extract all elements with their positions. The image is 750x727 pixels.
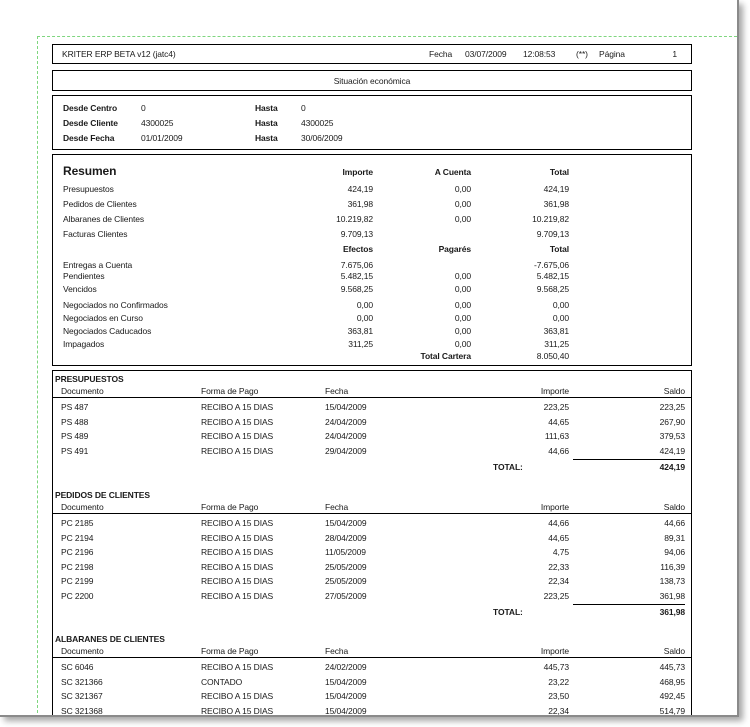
row-forma-pago: RECIBO A 15 DIAS (201, 547, 274, 557)
summary-row-value: 9.568,25 (536, 284, 569, 294)
row-saldo: 468,95 (659, 676, 685, 687)
detail-box (52, 370, 692, 717)
report-date: 03/07/2009 (465, 49, 507, 59)
summary-row-value: 361,98 (543, 199, 569, 209)
summary-row-label: Negociados no Confirmados (63, 300, 168, 310)
col-documento: Documento (61, 646, 104, 656)
filter-value: 0 (141, 103, 146, 113)
summary-row-value: 10.219,82 (336, 214, 373, 224)
summary-row-label: Impagados (63, 339, 105, 349)
summary-col-total: Total (549, 167, 569, 177)
filter-hasta-label: Hasta (255, 133, 278, 143)
row-saldo: 514,79 (659, 705, 685, 716)
row-documento: SC 321366 (61, 676, 103, 687)
summary-row-value: 0,00 (454, 339, 471, 349)
row-documento: PC 2199 (61, 576, 94, 586)
summary-row-value: 363,81 (347, 326, 373, 336)
row-documento: PS 488 (61, 416, 89, 427)
row-importe: 44,66 (548, 445, 569, 456)
row-documento: PS 491 (61, 445, 89, 456)
row-saldo: 267,90 (659, 416, 685, 427)
row-saldo: 492,45 (659, 691, 685, 701)
row-forma-pago: RECIBO A 15 DIAS (201, 576, 274, 586)
row-forma-pago: CONTADO (201, 676, 243, 687)
row-importe: 44,66 (548, 518, 569, 528)
row-forma-pago: RECIBO A 15 DIAS (201, 431, 274, 441)
filter-hasta-value: 30/06/2009 (301, 133, 343, 143)
row-saldo: 379,53 (659, 431, 685, 441)
summary-row-value: 0,00 (552, 313, 569, 323)
row-importe: 4,75 (552, 547, 569, 557)
filter-value: 4300025 (141, 118, 174, 128)
summary-row-value: 311,25 (544, 339, 569, 349)
row-documento: PC 2198 (61, 561, 94, 572)
col-fecha: Fecha (325, 646, 349, 656)
summary-col-importe: Importe (342, 167, 373, 177)
summary-row-label: Entregas a Cuenta (63, 260, 133, 270)
report-title-box (52, 70, 692, 91)
row-forma-pago: RECIBO A 15 DIAS (201, 590, 274, 601)
row-saldo: 223,25 (659, 402, 685, 412)
report-header (52, 44, 692, 64)
summary-col-total-b: Total (549, 244, 569, 254)
row-forma-pago: RECIBO A 15 DIAS (201, 705, 274, 716)
row-fecha: 28/04/2009 (325, 532, 367, 543)
report-title: Situación económica (333, 76, 411, 86)
row-importe: 22,34 (548, 576, 569, 586)
summary-row-value: 0,00 (454, 284, 471, 294)
summary-row-value: 9.709,13 (536, 229, 569, 239)
summary-row-value: 7.675,06 (340, 260, 373, 270)
page-label: Página (599, 49, 625, 59)
filters-box (52, 95, 692, 150)
summary-title: Resumen (63, 164, 117, 178)
col-importe: Importe (540, 502, 569, 512)
summary-row-label: Presupuestos (63, 184, 114, 194)
row-importe: 223,25 (543, 590, 569, 601)
row-forma-pago: RECIBO A 15 DIAS (201, 518, 274, 528)
summary-row-value: 363,81 (543, 326, 569, 336)
filter-label: Desde Cliente (63, 118, 118, 128)
row-importe: 445,73 (543, 662, 569, 672)
total-cartera-value: 8.050,40 (536, 351, 569, 361)
summary-row-value: 0,00 (454, 313, 471, 323)
filter-label: Desde Fecha (63, 133, 115, 143)
col-forma-pago: Forma de Pago (201, 646, 259, 656)
filter-hasta-value: 0 (301, 103, 306, 113)
row-fecha: 25/05/2009 (325, 561, 367, 572)
summary-row-value: 424,19 (543, 184, 569, 194)
summary-row-label: Negociados en Curso (63, 313, 143, 323)
summary-row-value: -7.675,06 (533, 260, 569, 270)
row-forma-pago: RECIBO A 15 DIAS (201, 561, 274, 572)
date-label: Fecha (429, 49, 453, 59)
divider (573, 459, 685, 460)
report-marker: (**) (576, 49, 588, 59)
row-fecha: 24/04/2009 (325, 416, 367, 427)
row-documento: SC 321367 (61, 691, 103, 701)
row-saldo: 361,98 (659, 590, 685, 601)
section-title: PEDIDOS DE CLIENTES (55, 490, 150, 500)
summary-row-label: Negociados Caducados (63, 326, 152, 336)
summary-row-label: Albaranes de Clientes (63, 214, 145, 224)
row-documento: SC 6046 (61, 662, 94, 672)
row-fecha: 15/04/2009 (325, 676, 367, 687)
row-importe: 23,22 (548, 676, 569, 687)
row-fecha: 15/04/2009 (325, 705, 367, 716)
summary-row-value: 9.568,25 (340, 284, 373, 294)
summary-row-value: 5.482,15 (340, 271, 373, 281)
summary-row-label: Facturas Clientes (63, 229, 128, 239)
summary-row-label: Pedidos de Clientes (63, 199, 137, 209)
row-forma-pago: RECIBO A 15 DIAS (201, 691, 274, 701)
summary-row-value: 0,00 (356, 300, 373, 310)
summary-row-value: 361,98 (347, 199, 373, 209)
row-forma-pago: RECIBO A 15 DIAS (201, 402, 274, 412)
filter-label: Desde Centro (63, 103, 118, 113)
row-fecha: 11/05/2009 (325, 547, 366, 557)
summary-row-value: 0,00 (454, 184, 471, 194)
row-importe: 22,33 (548, 561, 569, 572)
summary-row-label: Pendientes (63, 271, 105, 281)
col-saldo: Saldo (663, 502, 685, 512)
row-saldo: 445,73 (659, 662, 685, 672)
row-saldo: 138,73 (659, 576, 685, 586)
row-fecha: 27/05/2009 (325, 590, 367, 601)
row-documento: PC 2200 (61, 590, 94, 601)
row-saldo: 94,06 (664, 547, 685, 557)
row-documento: PC 2185 (61, 518, 94, 528)
summary-row-value: 0,00 (552, 300, 569, 310)
summary-col-pagares: Pagarés (438, 244, 471, 254)
filter-value: 01/01/2009 (141, 133, 183, 143)
row-forma-pago: RECIBO A 15 DIAS (201, 445, 274, 456)
row-importe: 223,25 (543, 402, 569, 412)
section-title: PRESUPUESTOS (55, 374, 124, 384)
row-saldo: 89,31 (664, 532, 685, 543)
app-name: KRITER ERP BETA v12 (jatc4) (62, 49, 176, 59)
row-importe: 23,50 (548, 691, 569, 701)
col-forma-pago: Forma de Pago (201, 386, 259, 396)
divider (53, 657, 691, 658)
filter-hasta-label: Hasta (255, 103, 278, 113)
col-fecha: Fecha (325, 386, 349, 396)
row-fecha: 29/04/2009 (325, 445, 367, 456)
summary-row-label: Vencidos (63, 284, 97, 294)
summary-row-value: 0,00 (454, 326, 471, 336)
row-documento: PS 487 (61, 402, 89, 412)
row-fecha: 15/04/2009 (325, 518, 367, 528)
row-documento: PS 489 (61, 431, 89, 441)
summary-row-value: 10.219,82 (532, 214, 569, 224)
col-saldo: Saldo (663, 646, 685, 656)
filter-hasta-value: 4300025 (301, 118, 334, 128)
section-title: ALBARANES DE CLIENTES (55, 634, 165, 644)
row-fecha: 24/02/2009 (325, 662, 367, 672)
section-total-value: 361,98 (659, 607, 685, 617)
row-saldo: 116,39 (660, 561, 685, 572)
section-total-label: TOTAL: (493, 607, 523, 617)
row-documento: PC 2194 (61, 532, 94, 543)
summary-row-value: 424,19 (347, 184, 373, 194)
row-importe: 22,34 (548, 705, 569, 716)
filter-hasta-label: Hasta (255, 118, 278, 128)
row-documento: PC 2196 (61, 547, 94, 557)
divider (573, 604, 685, 605)
row-fecha: 25/05/2009 (325, 576, 367, 586)
row-importe: 111,63 (544, 431, 569, 441)
row-forma-pago: RECIBO A 15 DIAS (201, 532, 274, 543)
col-saldo: Saldo (663, 386, 685, 396)
summary-box (52, 154, 692, 366)
total-cartera-label: Total Cartera (420, 351, 471, 361)
page-number: 1 (672, 49, 677, 59)
summary-row-value: 9.709,13 (340, 229, 373, 239)
col-forma-pago: Forma de Pago (201, 502, 259, 512)
row-fecha: 24/04/2009 (325, 431, 367, 441)
col-importe: Importe (540, 386, 569, 396)
summary-row-value: 0,00 (454, 300, 471, 310)
row-importe: 44,65 (548, 532, 569, 543)
row-fecha: 15/04/2009 (325, 691, 367, 701)
summary-row-value: 0,00 (356, 313, 373, 323)
report-time: 12:08:53 (523, 49, 556, 59)
summary-col-efectos: Efectos (342, 244, 373, 254)
summary-row-value: 311,25 (348, 339, 373, 349)
row-saldo: 44,66 (664, 518, 685, 528)
summary-row-value: 0,00 (454, 199, 471, 209)
divider (53, 513, 691, 514)
row-forma-pago: RECIBO A 15 DIAS (201, 416, 274, 427)
divider (53, 397, 691, 398)
section-total-value: 424,19 (659, 462, 685, 472)
row-fecha: 15/04/2009 (325, 402, 367, 412)
row-forma-pago: RECIBO A 15 DIAS (201, 662, 274, 672)
row-importe: 44,65 (548, 416, 569, 427)
col-documento: Documento (61, 502, 104, 512)
summary-row-value: 0,00 (454, 271, 471, 281)
row-documento: SC 321368 (61, 705, 103, 716)
summary-row-value: 0,00 (454, 214, 471, 224)
col-fecha: Fecha (325, 502, 349, 512)
summary-row-value: 5.482,15 (536, 271, 569, 281)
col-importe: Importe (540, 646, 569, 656)
col-documento: Documento (61, 386, 104, 396)
row-saldo: 424,19 (659, 445, 685, 456)
summary-col-acuenta: A Cuenta (434, 167, 471, 177)
section-total-label: TOTAL: (493, 462, 523, 472)
